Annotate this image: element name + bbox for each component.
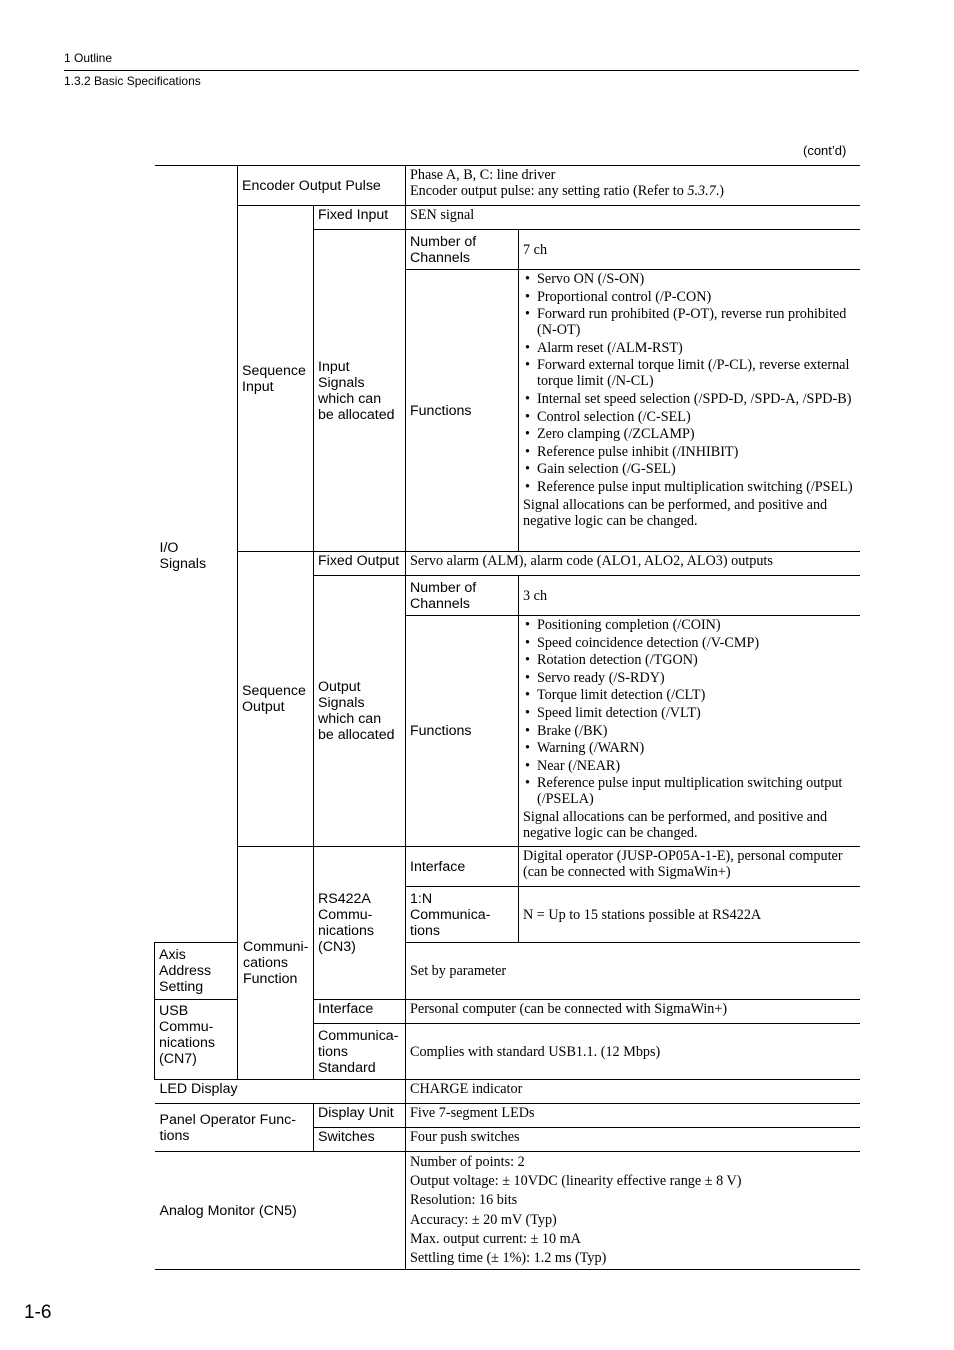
input-functions-label: Functions <box>406 270 519 552</box>
fixed-output-value: Servo alarm (ALM), alarm code (ALO1, ALO2, ALO3) outputs <box>406 552 860 576</box>
analog-spec-line: Accuracy: ± 20 mV (Typ) <box>410 1211 557 1228</box>
output-functions-value <box>519 616 860 847</box>
table-row <box>155 1080 860 1104</box>
table-row <box>155 847 860 887</box>
list-item: • Speed limit detection (/VLT) <box>523 705 856 721</box>
analog-monitor-label: Analog Monitor (CN5) <box>155 1152 406 1270</box>
input-functions-note: Signal allocations can be performed, and positive and negative logic can be changed. <box>523 496 828 529</box>
rs422a-interface-label: Interface <box>406 847 519 887</box>
panel-operator-label <box>155 1104 314 1152</box>
sequence-output-label <box>238 552 314 847</box>
list-item: • Servo ready (/S-RDY) <box>523 670 856 686</box>
analog-spec-line: Max. output current: ± 10 mA <box>410 1230 581 1247</box>
sequence-input-text: Sequence Input <box>242 362 306 395</box>
usb-standard-label <box>314 1024 406 1080</box>
output-functions-list <box>523 617 856 807</box>
list-item: • Proportional control (/P-CON) <box>523 289 856 305</box>
led-display-value: CHARGE indicator <box>406 1080 860 1104</box>
list-item: • Brake (/BK) <box>523 723 856 739</box>
continued-marker: (cont’d) <box>803 143 847 158</box>
communications-function-label <box>238 847 314 1080</box>
list-item: • Control selection (/C-SEL) <box>523 409 856 425</box>
encoder-section-reference: 5.3.7 <box>687 183 716 199</box>
table-row <box>155 206 860 230</box>
list-item: • Servo ON (/S-ON) <box>523 271 856 287</box>
table-row <box>155 552 860 576</box>
rs422a-label <box>314 847 406 1000</box>
axis-address-text: Axis Address Setting <box>159 947 212 995</box>
usb-interface-value: Personal computer (can be connected with SigmaWin+) <box>406 1000 860 1024</box>
switches-value: Four push switches <box>406 1128 860 1152</box>
io-signals-label <box>155 166 238 943</box>
table-row <box>155 1104 860 1128</box>
input-functions-list <box>523 271 856 495</box>
list-item: • Forward run prohibited (P-OT), reverse run prohibited (N-OT) <box>523 306 856 338</box>
input-channels-value: 7 ch <box>519 230 860 270</box>
chapter-heading: 1 Outline <box>64 51 113 65</box>
led-display-label: LED Display <box>155 1080 406 1104</box>
list-item: • Zero clamping (/ZCLAMP) <box>523 426 856 442</box>
output-functions-note: Signal allocations can be performed, and positive and negative logic can be changed. <box>523 808 828 841</box>
axis-address-value: Set by parameter <box>406 943 860 1000</box>
list-item: • Near (/NEAR) <box>523 758 856 774</box>
usb-standard-text: Communica- tions Standard <box>318 1027 399 1076</box>
list-item: • Torque limit detection (/CLT) <box>523 687 856 703</box>
axis-address-label <box>155 943 238 1000</box>
analog-monitor-value <box>406 1152 860 1270</box>
output-channels-label <box>406 576 519 616</box>
analog-spec-line: Resolution: 16 bits <box>410 1192 518 1209</box>
rs422a-interface-value: Digital operator (JUSP-OP05A-1-E), personal computer (can be connected with SigmaWin+) <box>519 847 860 887</box>
one-to-n-text: 1:N Communica- tions <box>410 890 491 939</box>
encoder-line-2-prefix: Encoder output pulse: any setting ratio (Refer to <box>410 183 688 199</box>
analog-spec-line: Number of points: 2 <box>410 1154 525 1170</box>
analog-monitor-lines <box>410 1153 856 1268</box>
encoder-line-2 <box>410 183 856 199</box>
output-channels-value: 3 ch <box>519 576 860 616</box>
table-row <box>155 166 860 206</box>
panel-operator-text: Panel Operator Func- tions <box>159 1111 296 1144</box>
one-to-n-value: N = Up to 15 stations possible at RS422A <box>519 887 860 943</box>
list-item: • Rotation detection (/TGON) <box>523 652 856 668</box>
sequence-output-text: Sequence Output <box>242 683 306 715</box>
specifications-table <box>154 165 860 1270</box>
output-signals-allocated-text: Output Signals which can be allocated <box>318 679 395 743</box>
sequence-input-label <box>238 206 314 552</box>
input-signals-allocated-label <box>314 230 406 552</box>
analog-spec-line: Output voltage: ± 10VDC (linearity effective range ± 8 V) <box>410 1173 742 1190</box>
rs422a-text: RS422A Commu- nications (CN3) <box>318 891 374 955</box>
list-item: • Reference pulse input multiplication switching output (/PSELA) <box>523 775 856 807</box>
input-functions-value <box>519 270 860 552</box>
fixed-input-value: SEN signal <box>406 206 860 230</box>
table-row <box>155 1152 860 1270</box>
input-signals-allocated-text: Input Signals which can be allocated <box>318 358 395 423</box>
encoder-output-pulse-value <box>406 166 860 206</box>
switches-label: Switches <box>314 1128 406 1152</box>
one-to-n-label <box>406 887 519 943</box>
input-channels-text: Number of Channels <box>410 233 477 266</box>
list-item: • Positioning completion (/COIN) <box>523 617 856 633</box>
usb-label <box>155 1000 238 1080</box>
display-unit-label: Display Unit <box>314 1104 406 1128</box>
output-signals-allocated-label <box>314 576 406 847</box>
list-item: • Forward external torque limit (/P-CL), reverse external torque limit (/N-CL) <box>523 357 856 389</box>
list-item: • Gain selection (/G-SEL) <box>523 461 856 477</box>
display-unit-value: Five 7-segment LEDs <box>406 1104 860 1128</box>
list-item: • Alarm reset (/ALM-RST) <box>523 340 856 356</box>
list-item: • Reference pulse input multiplication switching (/PSEL) <box>523 479 856 495</box>
list-item: • Reference pulse inhibit (/INHIBIT) <box>523 444 856 460</box>
usb-interface-label: Interface <box>314 1000 406 1024</box>
fixed-input-label: Fixed Input <box>314 206 406 230</box>
page-number: 1-6 <box>24 1302 52 1323</box>
input-channels-label <box>406 230 519 270</box>
communications-function-text: Communi- cations Function <box>243 939 309 987</box>
header-rule <box>64 70 859 71</box>
io-signals-text: I/O Signals <box>159 540 207 572</box>
usb-text: USB Commu- nications (CN7) <box>159 1003 215 1067</box>
usb-standard-value: Complies with standard USB1.1. (12 Mbps) <box>406 1024 860 1080</box>
encoder-output-pulse-label: Encoder Output Pulse <box>238 166 406 206</box>
analog-spec-line: Settling time (± 1%): 1.2 ms (Typ) <box>410 1250 607 1267</box>
encoder-line-2-suffix: .) <box>715 183 725 199</box>
list-item: • Speed coincidence detection (/V-CMP) <box>523 635 856 651</box>
encoder-line-1: Phase A, B, C: line driver <box>410 167 556 183</box>
section-heading: 1.3.2 Basic Specifications <box>64 74 201 88</box>
fixed-output-label: Fixed Output <box>314 552 406 576</box>
list-item: • Internal set speed selection (/SPD-D, /SPD-A, /SPD-B) <box>523 391 856 407</box>
output-channels-text: Number of Channels <box>410 579 477 612</box>
output-functions-label: Functions <box>406 616 519 847</box>
list-item: • Warning (/WARN) <box>523 740 856 756</box>
